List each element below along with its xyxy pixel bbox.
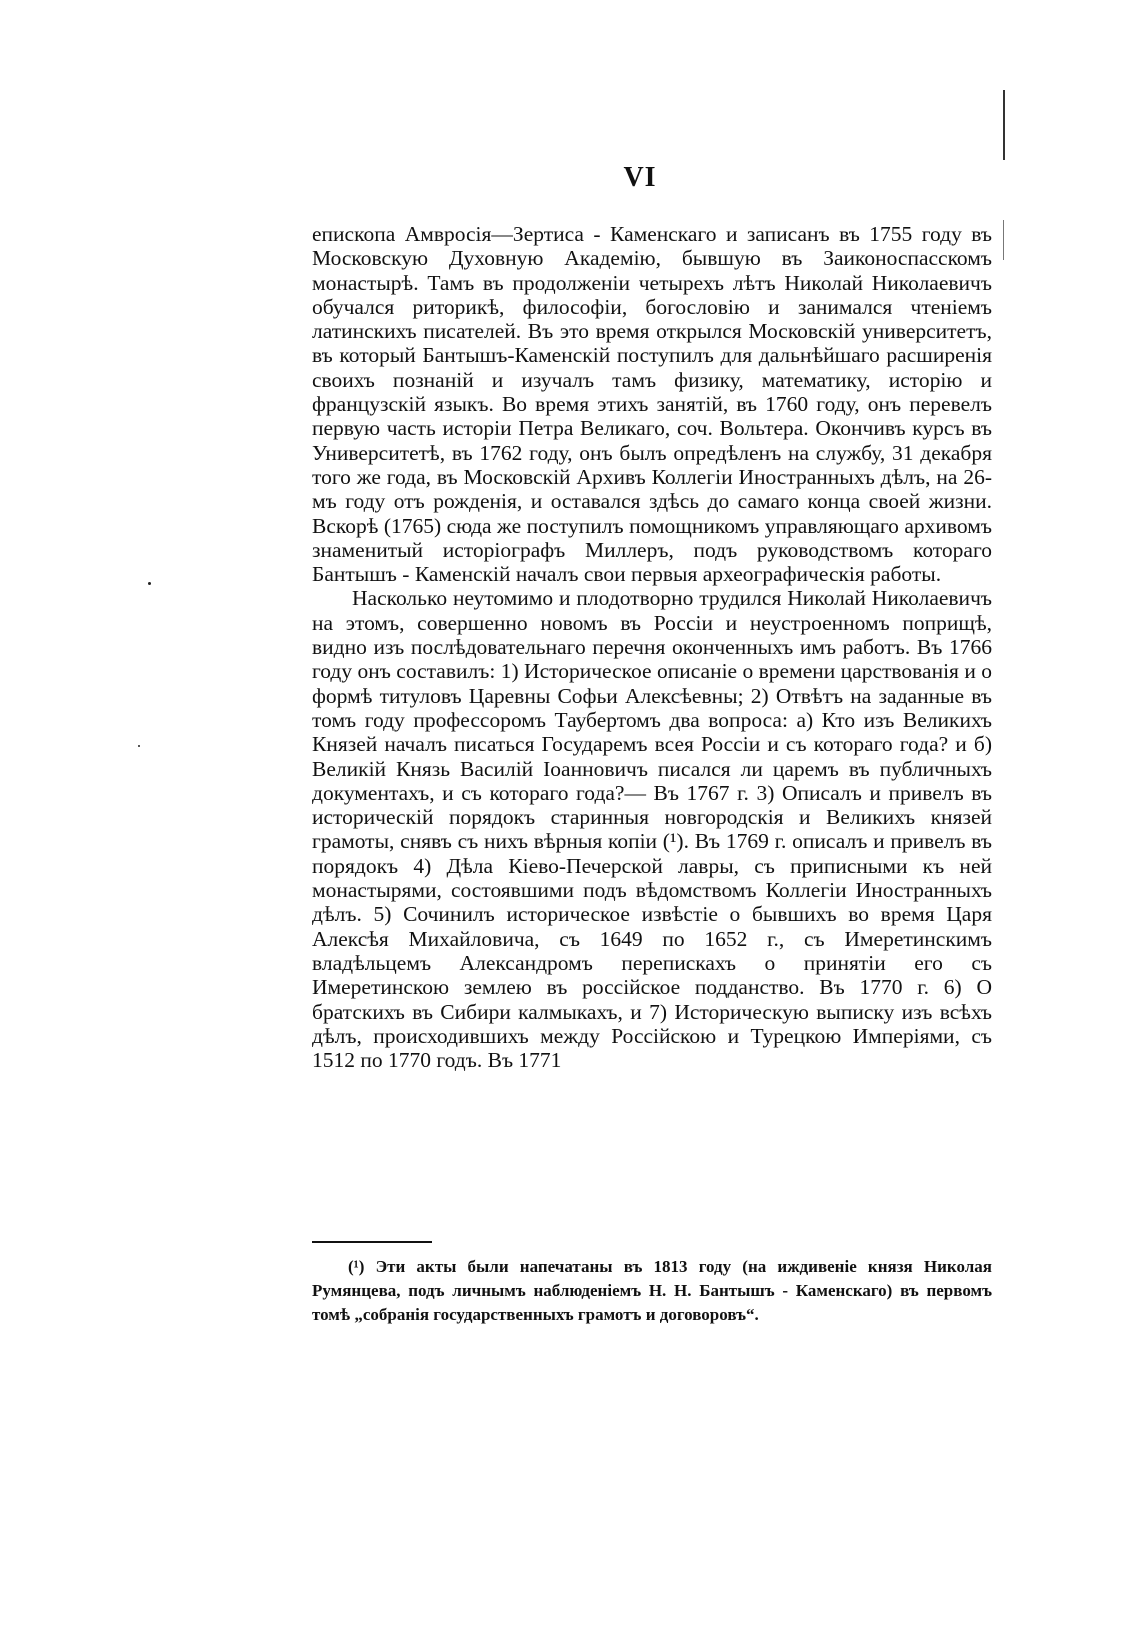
footnote-divider (312, 1241, 432, 1243)
scan-speck (138, 745, 140, 747)
paragraph: Насколько неутомимо и плодотворно трудился Николай Николаевичъ на этомъ, совершенно новомъ въ Россіи и неустроенномъ поприщѣ, видно изъ послѣдовательнаго перечня оконченныхъ имъ работъ. Въ 1766 году онъ составилъ: 1) Историческое описаніе о времени царствованія и о формѣ титуловъ Царевны Софьи Алексѣевны; 2) Отвѣтъ на заданные въ томъ году профессоромъ Таубертомъ два вопроса: а) Кто изъ Великихъ Князей началъ писаться Государемъ всея Россіи и съ котораго года? и б) Великій Князь Василій Іоанновичъ писался ли царемъ въ публичныхъ документахъ, и съ котораго года?— Въ 1767 г. 3) Описалъ и привелъ въ историческій порядокъ старинныя новгородскія и Великихъ князей грамоты, снявъ съ нихъ вѣрныя копіи (¹). Въ 1769 г. описалъ и привелъ въ порядокъ 4) Дѣла Кіево-Печерской лавры, съ приписными къ ней монастырями, состоявшими подъ вѣдомствомъ Коллегіи Иностранныхъ дѣлъ. 5) Сочинилъ историческое извѣстіе о бывшихъ во время Царя Алексѣя Михайловича, съ 1649 по 1652 г., съ Имеретинскимъ владѣльцемъ Александромъ перепискахъ о принятіи его съ Имеретинскою землею въ россійское подданство. Въ 1770 г. 6) О братскихъ въ Сибири калмыкахъ, и 7) Историческую выписку изъ всѣхъ дѣлъ, происходившихъ между Россійскою и Турецкою Имперіями, съ 1512 по 1770 годъ. Въ 1771 (312, 586, 992, 1073)
paragraph: епископа Амвросія—Зертиса - Каменскаго и записанъ въ 1755 году въ Московскую Духовную Академію, бывшую въ Заиконоспасскомъ монастырѣ. Тамъ въ продолженіи четырехъ лѣтъ Николай Николаевичъ обучался риторикѣ, философіи, богословію и занимался чтеніемъ латинскихъ писателей. Въ это время открылся Московскій университетъ, въ который Бантышъ-Каменскій поступилъ для дальнѣйшаго расширенія своихъ познаній и изучалъ тамъ физику, математику, исторію и французскій языкъ. Во время этихъ занятій, въ 1760 году, онъ перевелъ первую часть исторіи Петра Великаго, соч. Вольтера. Окончивъ курсъ въ Университетѣ, въ 1762 году, онъ былъ опредѣленъ на службу, 31 декабря того же года, въ Московскій Архивъ Коллегіи Иностранныхъ дѣлъ, на 26-мъ году отъ рожденія, и оставался здѣсь до самаго конца своей жизни. Вскорѣ (1765) сюда же поступилъ помощникомъ управляющаго архивомъ знаменитый исторіографъ Миллеръ, подъ руководствомъ котораго Бантышъ - Каменскій началъ свои первыя археографическія работы. (312, 222, 992, 587)
page-number: VI (623, 162, 657, 193)
page-edge-line (1003, 90, 1005, 160)
footnote: (¹) Эти акты были напечатаны въ 1813 году (на иждивеніе князя Николая Румянцева, подъ личнымъ наблюденіемъ Н. Н. Бантышъ - Каменскаго) въ первомъ томѣ „собранія государственныхъ грамотъ и договоровъ“. (312, 1257, 992, 1324)
body-text (312, 222, 992, 1072)
scan-speck (148, 582, 151, 585)
page-edge-line (1003, 220, 1004, 260)
